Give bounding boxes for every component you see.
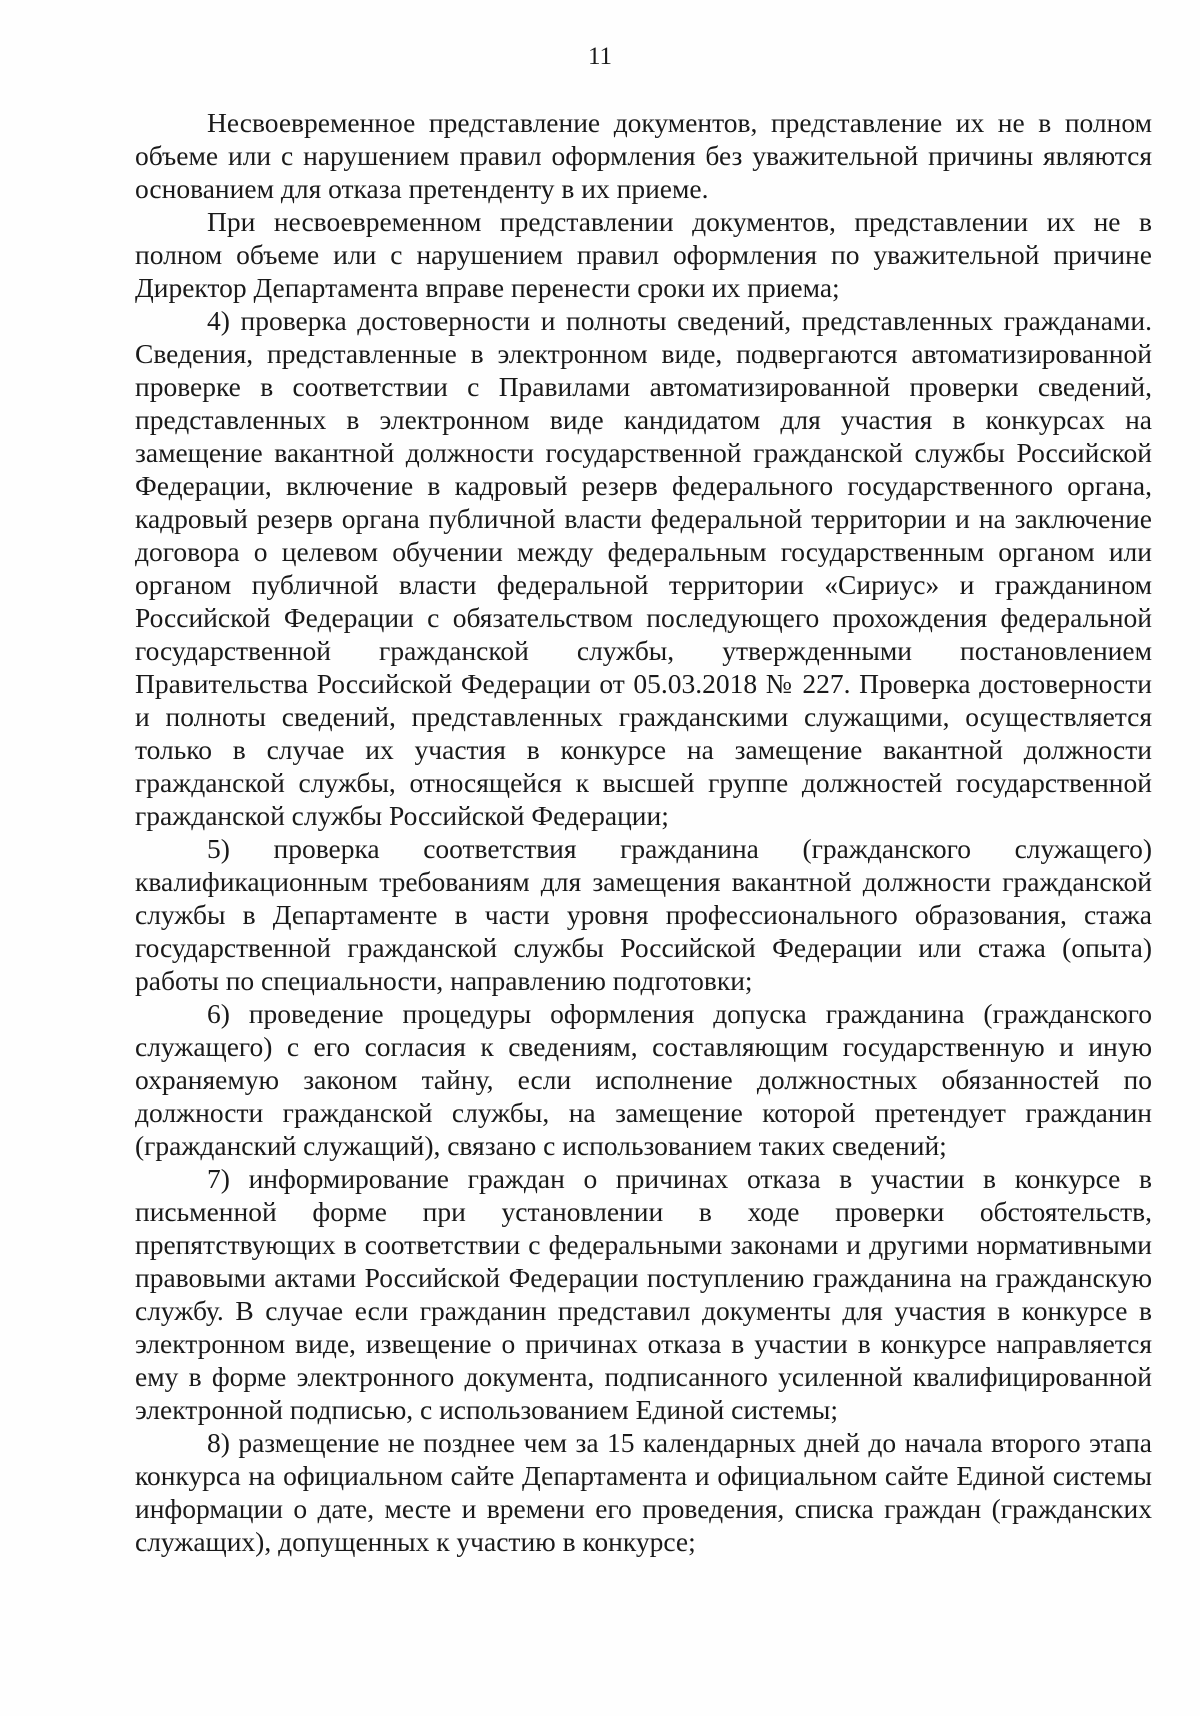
- paragraph-valid-reason-postponement: При несвоевременном представлении документов, представлении их не в полном объеме или с нарушением правил оформления по уважительной причине Директор Департамента вправе перенести сроки их приема;: [135, 206, 1152, 303]
- paragraph-item-7-refusal-notice: 7) информирование граждан о причинах отказа в участии в конкурсе в письменной форме при установлении в ходе проверки обстоятельств, препятствующих в соответствии с федеральными законами и другими нормативными правовыми актами Российской Федерации поступлению гражданина на гражданскую службу. В случае если гражданин представил документы для участия в конкурсе в электронном виде, извещение о причинах отказа в участии в конкурсе направляется ему в форме электронного документа, подписанного усиленной квалифицированной электронной подписью, с использованием Единой системы;: [135, 1163, 1152, 1425]
- paragraph-untimely-submission: Несвоевременное представление документов, представление их не в полном объеме или с нарушением правил оформления без уважительной причины являются основанием для отказа претенденту в их приеме.: [135, 107, 1152, 204]
- paragraph-item-8-publication: 8) размещение не позднее чем за 15 календарных дней до начала второго этапа конкурса на официальном сайте Департамента и официальном сайте Единой системы информации о дате, месте и времени его проведения, списка граждан (гражданских служащих), допущенных к участию в конкурсе;: [135, 1427, 1152, 1557]
- paragraph-item-5-qualification-check: 5) проверка соответствия гражданина (гражданского служащего) квалификационным требованиям для замещения вакантной должности гражданской службы в Департаменте в части уровня профессионального образования, стажа государственной гражданской службы Российской Федерации или стажа (опыта) работы по специальности, направлению подготовки;: [135, 833, 1152, 996]
- document-body: [135, 106, 1152, 1558]
- page-number: 11: [587, 43, 613, 70]
- paragraph-item-6-clearance: 6) проведение процедуры оформления допуска гражданина (гражданского служащего) с его согласия к сведениям, составляющим государственную и иную охраняемую законом тайну, если исполнение должностных обязанностей по должности гражданской службы, на замещение которой претендует гражданин (гражданский служащий), связано с использованием таких сведений;: [135, 998, 1152, 1161]
- paragraph-item-4-verification: 4) проверка достоверности и полноты сведений, представленных гражданами. Сведения, представленные в электронном виде, подвергаются автоматизированной проверке в соответствии с Правилами автоматизированной проверки сведений, представленных в электронном виде кандидатом для участия в конкурсах на замещение вакантной должности государственной гражданской службы Российской Федерации, включение в кадровый резерв федерального государственного органа, кадровый резерв органа публичной власти федеральной территории и на заключение договора о целевом обучении между федеральным государственным органом или органом публичной власти федеральной территории «Сириус» и гражданином Российской Федерации с обязательством последующего прохождения федеральной государственной гражданской службы, утвержденными постановлением Правительства Российской Федерации от 05.03.2018 № 227. Проверка достоверности и полноты сведений, представленных гражданскими служащими, осуществляется только в случае их участия в конкурсе на замещение вакантной должности гражданской службы, относящейся к высшей группе должностей государственной гражданской службы Российской Федерации;: [135, 305, 1152, 831]
